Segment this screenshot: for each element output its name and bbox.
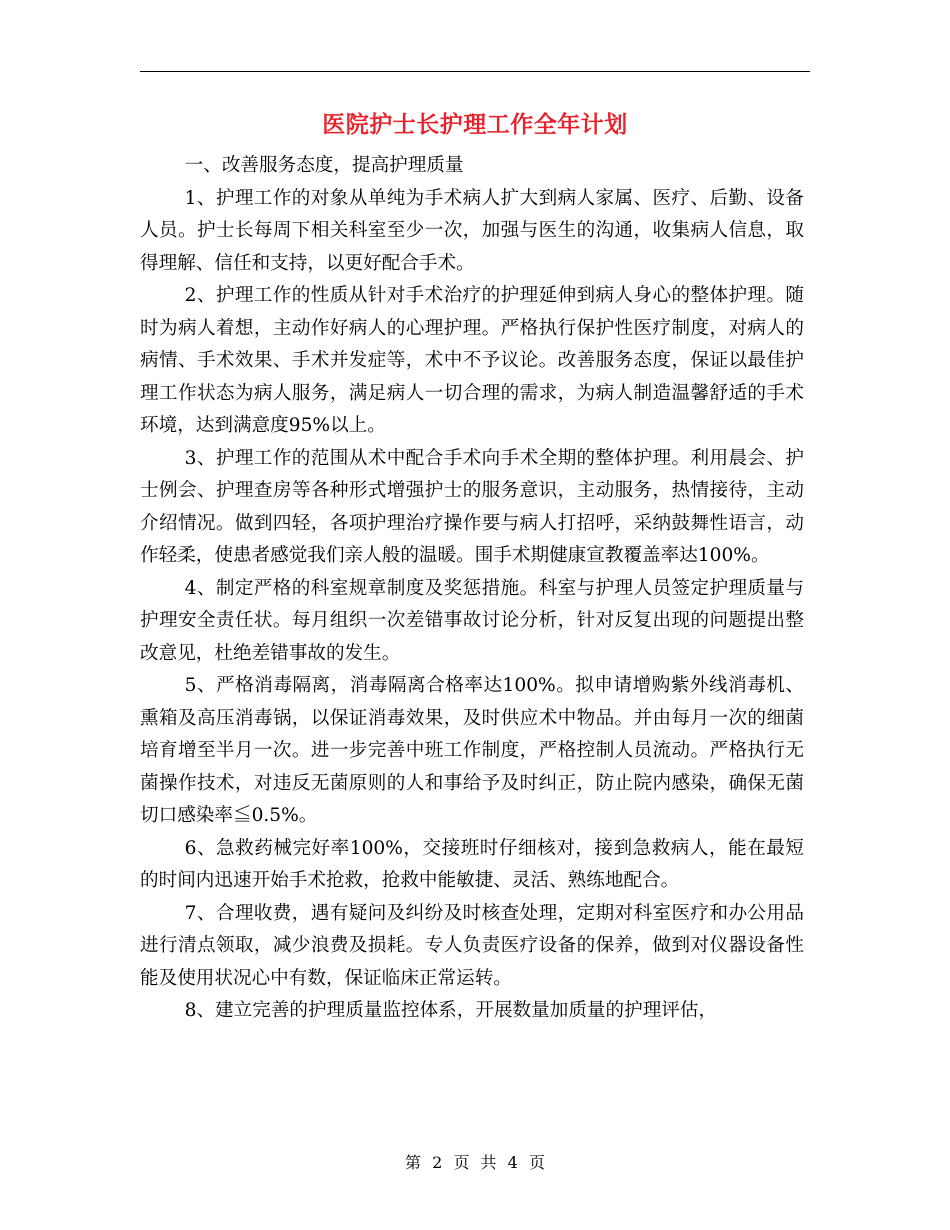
paragraph-2: 2、护理工作的性质从针对手术治疗的护理延伸到病人身心的整体护理。随时为病人着想，主动作好病人的心理护理。严格执行保护性医疗制度，对病人的病情、手术效果、手术并发症等，术中不予议论。改善服务态度，保证以最佳护理工作状态为病人服务，满足病人一切合理的需求，为病人制造温馨舒适的手术环境，达到满意度95%以上。 (140, 285, 804, 436)
document-title: 医院护士长护理工作全年计划 (322, 111, 628, 138)
footer-prefix: 第 (405, 1153, 422, 1172)
footer-total-unit: 页 (528, 1153, 545, 1172)
paragraph-8: 8、建立完善的护理质量监控体系，开展数量加质量的护理评估， (184, 1000, 718, 1021)
paragraph-4: 4、制定严格的科室规章制度及奖惩措施。科室与护理人员签定护理质量与护理安全责任状。每月组织一次差错事故讨论分析，针对反复出现的问题提出整改意见，杜绝差错事故的发生。 (140, 577, 804, 664)
footer-total-pages: 4 (507, 1153, 518, 1172)
paragraph-1: 1、护理工作的对象从单纯为手术病人扩大到病人家属、医疗、后勤、设备人员。护士长每周下相关科室至少一次，加强与医生的沟通，收集病人信息，取得理解、信任和支持，以更好配合手术。 (140, 187, 804, 274)
paragraph-7: 7、合理收费，遇有疑问及纠纷及时核查处理，定期对科室医疗和办公用品进行清点领取，减少浪费及损耗。专人负责医疗设备的保养，做到对仪器设备性能及使用状况心中有数，保证临床正常运转。 (140, 902, 804, 989)
footer-total-prefix: 共 (480, 1153, 497, 1172)
footer-page-number: 2 (432, 1153, 443, 1172)
header-rule (140, 71, 810, 72)
document-body (140, 150, 804, 1028)
paragraph-6: 6、急救药械完好率100%，交接班时仔细核对，接到急救病人，能在最短的时间内迅速开始手术抢救，抢救中能敏捷、灵活、熟练地配合。 (140, 837, 804, 891)
footer-page-unit: 页 (453, 1153, 470, 1172)
paragraph-3: 3、护理工作的范围从术中配合手术向手术全期的整体护理。利用晨会、护士例会、护理查房等各种形式增强护士的服务意识，主动服务，热情接待，主动介绍情况。做到四轻，各项护理治疗操作要与病人打招呼，采纳鼓舞性语言，动作轻柔，使患者感觉我们亲人般的温暖。围手术期健康宣教覆盖率达100%。 (140, 447, 804, 566)
section-heading: 一、改善服务态度，提高护理质量 (184, 155, 464, 176)
page-footer (0, 1152, 950, 1174)
paragraph-5: 5、严格消毒隔离，消毒隔离合格率达100%。拟申请增购紫外线消毒机、熏箱及高压消毒锅，以保证消毒效果，及时供应术中物品。并由每月一次的细菌培育增至半月一次。进一步完善中班工作制度，严格控制人员流动。严格执行无菌操作技术，对违反无菌原则的人和事给予及时纠正，防止院内感染，确保无菌切口感染率≦0.5%。 (140, 675, 804, 826)
